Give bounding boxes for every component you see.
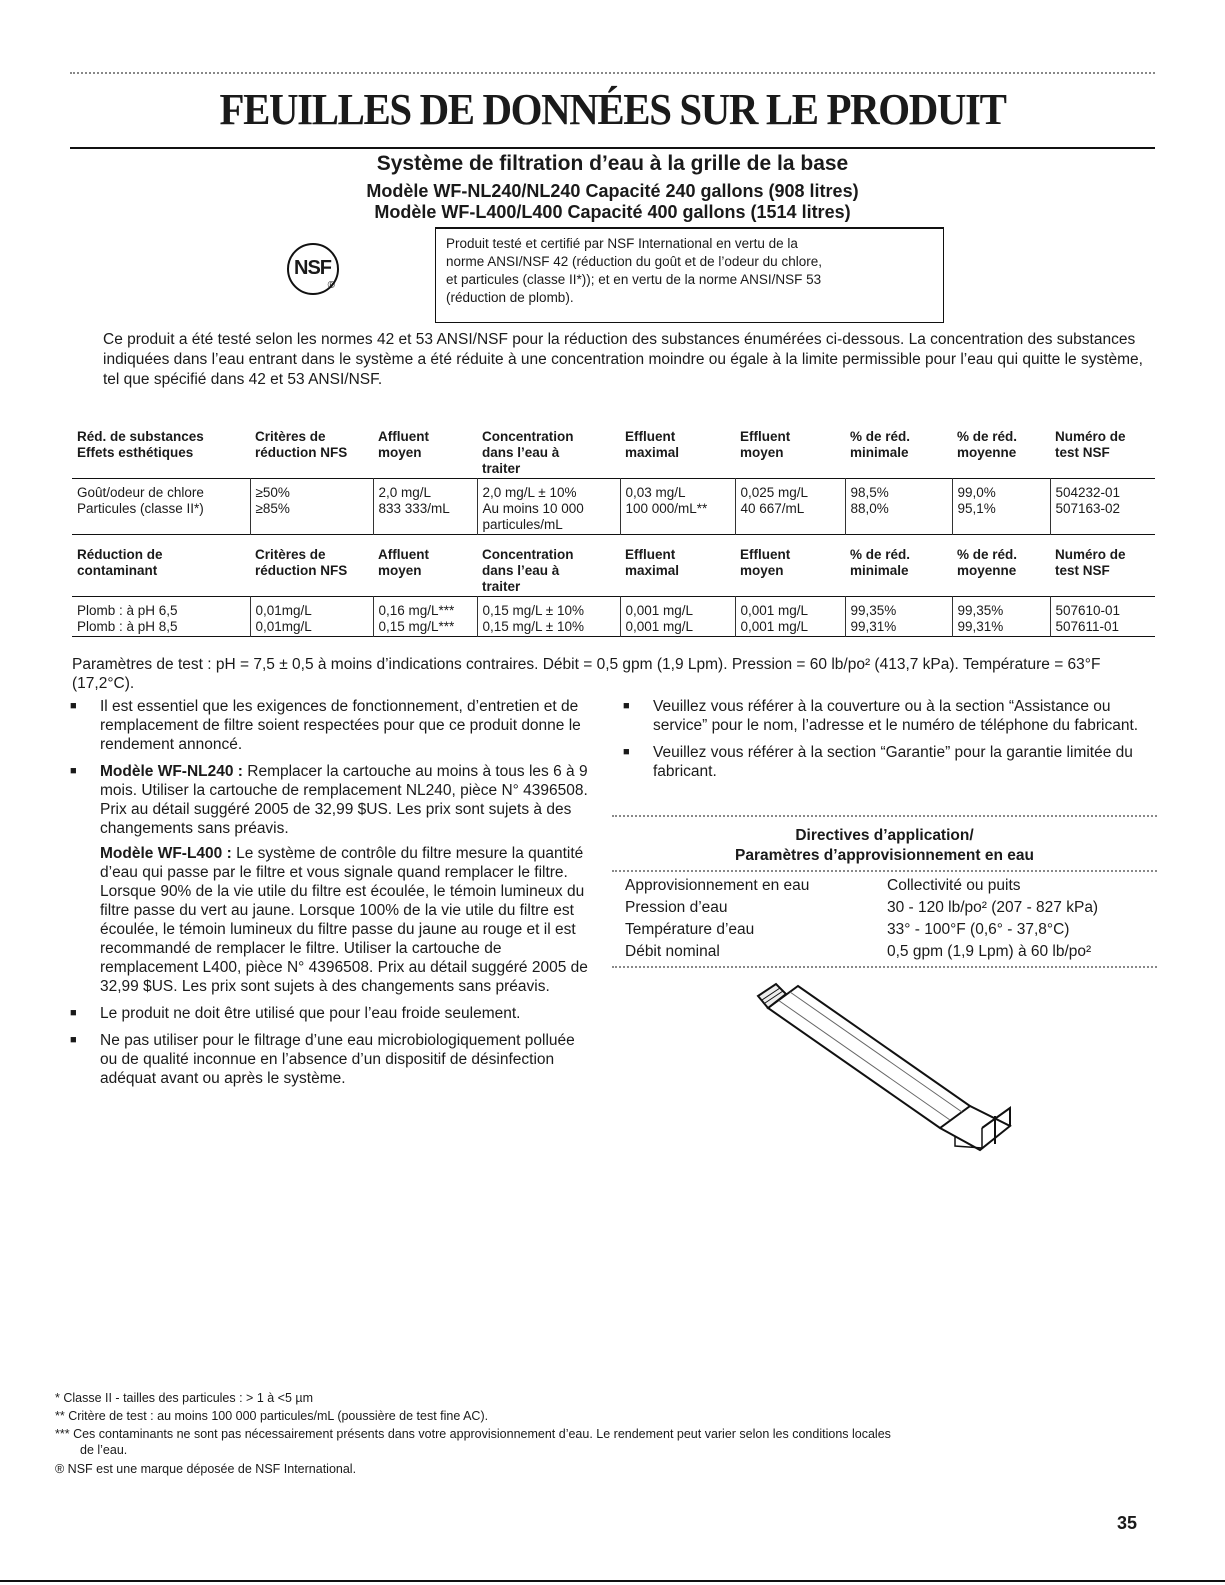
certification-box [435,227,944,323]
directives-header-rule [612,870,1157,872]
header-cell: % de réd. minimale [850,547,911,578]
table-cell: 0,16 mg/L*** 0,15 mg/L*** [373,597,477,637]
footnote-4: ® NSF est une marque déposée de NSF International. [55,1462,357,1476]
directives-title: Directives d’application/ [795,827,974,844]
table-cell: 0,025 mg/L 40 667/mL [735,479,845,535]
header-cell: % de réd. moyenne [957,547,1018,578]
list-item-continuation: Modèle WF-L400 : Le système de contrôle du filtre mesure la quantité d’eau qui passe par le filtre et vous signale quand remplacer le filtre. Lorsque 90% de la vie utile du filtre est écoulée, le témoin lumineux du filtre passe du vert au jaune. Lorsque 100% de la vie utile du filtre est écoulée, le témoin lumineux du filtre passe du jaune au rouge et il est recommandé de remplacer le filtre. Utiliser la cartouche de remplacement L400, pièce N° 4396508. Prix au détail suggéré 2005 de 32,99 $US. Les prix sont sujets à des changements sans préavis. [100,845,588,995]
supply-table [625,875,1098,963]
list-item: ■ Veuillez vous référer à la couverture ou à la section “Assistance ou service” pour le nom, l’adresse et le numéro de téléphone du fabricant. [623,697,1143,735]
footnote-3-cont: de l’eau. [80,1443,128,1457]
nsf-logo: NSF ® [287,243,339,295]
cert-line: norme ANSI/NSF 42 (réduction du goût et de l’odeur du chlore, [446,254,822,269]
footnote-3: *** Ces contaminants ne sont pas nécessairement présents dans votre approvisionnement d’eau. Le rendement peut varier selon les conditions locales [55,1427,891,1441]
supply-row: Température d’eau 33° - 100°F (0,6° - 37,8°C) [625,921,1070,938]
product-subtitle: Système de filtration d’eau à la grille de la base [376,152,849,175]
table-cell: 0,001 mg/L 0,001 mg/L [735,597,845,637]
test-parameters: Paramètres de test : pH = 7,5 ± 0,5 à moins d’indications contraires. Débit = 0,5 gpm (1,9 Lpm). Pression = 60 lb/po² (413,7 kPa). Température = 63°F (17,2°C). [72,656,1101,692]
header-cell: Concentration dans l’eau à traiter [482,547,574,594]
bottom-rule [0,1580,1225,1582]
supply-row: Approvisionnement en eau Collectivité ou puits [625,877,1021,894]
header-cell: Critères de réduction NFS [255,547,348,578]
right-column [623,697,1143,789]
table-cell: 98,5% 88,0% [845,479,952,535]
header-cell: Réd. de substances Effets esthétiques [77,429,204,460]
intro-paragraph: Ce produit a été testé selon les normes 42 et 53 ANSI/NSF pour la réduction des substances énumérées ci-dessous. La concentration des substances indiquées dans l’eau entrant dans le système a été réduite à une concentration moindre ou égale à la limite permissible pour l’eau qui quitte le système, tel que spécifié dans 42 et 53 ANSI/NSF. [103,331,1143,388]
supply-row: Pression d’eau 30 - 120 lb/po² (207 - 827 kPa) [625,899,1099,916]
table-cell: 507610-01 507611-01 [1050,597,1155,637]
table-cell: 0,01mg/L 0,01mg/L [250,597,373,637]
header-cell: % de réd. minimale [850,429,911,460]
table-cell: Goût/odeur de chlore Particules (classe II*) [77,485,204,516]
table-cell: 0,15 mg/L ± 10% 0,15 mg/L ± 10% [477,597,620,637]
directives-subtitle: Paramètres d’approvisionnement en eau [735,847,1034,864]
header-cell: Numéro de test NSF [1055,429,1126,460]
header-cell: Concentration dans l’eau à traiter [482,429,574,476]
header-cell: Affluent moyen [378,547,429,578]
header-cell: Effluent maximal [625,429,680,460]
header-cell: Affluent moyen [378,429,429,460]
footnote-2: ** Critère de test : au moins 100 000 particules/mL (poussière de test fine AC). [55,1409,489,1423]
header-cell: % de réd. moyenne [957,429,1018,460]
cert-line: (réduction de plomb). [446,290,574,305]
header-cell: Effluent maximal [625,547,680,578]
title-rule [70,147,1155,149]
top-dotted-rule [70,72,1155,74]
list-item: ■ Modèle WF-NL240 : Remplacer la cartouche au moins à tous les 6 à 9 mois. Utiliser la cartouche de remplacement NL240, pièce N° 4396508. Prix au détail suggéré 2005 de 32,99 $US. Les prix sont sujets à des changements sans préavis. [70,762,590,838]
left-column [70,697,590,1096]
list-item: ■ Il est essentiel que les exigences de fonctionnement, d’entretien et de remplacement de filtre soient respectées pour que ce produit donne le rendement annoncé. [70,697,590,754]
table-cell: 2,0 mg/L 833 333/mL [373,479,477,535]
model-line-2: Modèle WF-L400/L400 Capacité 400 gallons (1514 litres) [374,202,851,222]
list-item: ■ Veuillez vous référer à la section “Garantie” pour la garantie limitée du fabricant. [623,743,1143,781]
list-item: ■ Le produit ne doit être utilisé que pour l’eau froide seulement. [70,1004,590,1023]
cert-line: et particules (classe II*)); et en vertu de la norme ANSI/NSF 53 [446,272,822,287]
directives-bottom-rule [612,966,1157,968]
page-title: FEUILLES DE DONNÉES SUR LE PRODUIT [219,85,1006,134]
header-cell: Effluent moyen [740,547,791,578]
cert-line: Produit testé et certifié par NSF International en vertu de la [446,236,798,251]
directives-top-rule [612,815,1157,817]
header-cell: Critères de réduction NFS [255,429,348,460]
page-number: 35 [1117,1513,1138,1533]
contaminant-table [72,546,1155,637]
header-cell: Réduction de contaminant [77,547,163,578]
table-cell: 0,03 mg/L 100 000/mL** [620,479,735,535]
header-cell: Numéro de test NSF [1055,547,1126,578]
model-line-1: Modèle WF-NL240/NL240 Capacité 240 gallons (908 litres) [366,181,859,201]
table-cell: 0,001 mg/L 0,001 mg/L [620,597,735,637]
table-cell: 504232-01 507163-02 [1050,479,1155,535]
list-item: ■ Ne pas utiliser pour le filtrage d’une eau microbiologiquement polluée ou de qualité inconnue en l’absence d’un dispositif de désinfection adéquat avant ou après le système. [70,1031,590,1088]
table-cell: ≥50% ≥85% [250,479,373,535]
header-cell: Effluent moyen [740,429,791,460]
aesthetic-effects-table [72,428,1155,535]
table-cell: 2,0 mg/L ± 10% Au moins 10 000 particules/mL [477,479,620,535]
supply-row: Débit nominal 0,5 gpm (1,9 Lpm) à 60 lb/po² [625,943,1092,960]
table-cell: 99,35% 99,31% [952,597,1050,637]
filter-cartridge-illustration [750,978,1020,1158]
table-cell: 99,35% 99,31% [845,597,952,637]
table-cell: 99,0% 95,1% [952,479,1050,535]
footnote-1: * Classe II - tailles des particules : > 1 à <5 µm [55,1391,314,1405]
table-cell: Plomb : à pH 6,5 Plomb : à pH 8,5 [77,603,178,634]
